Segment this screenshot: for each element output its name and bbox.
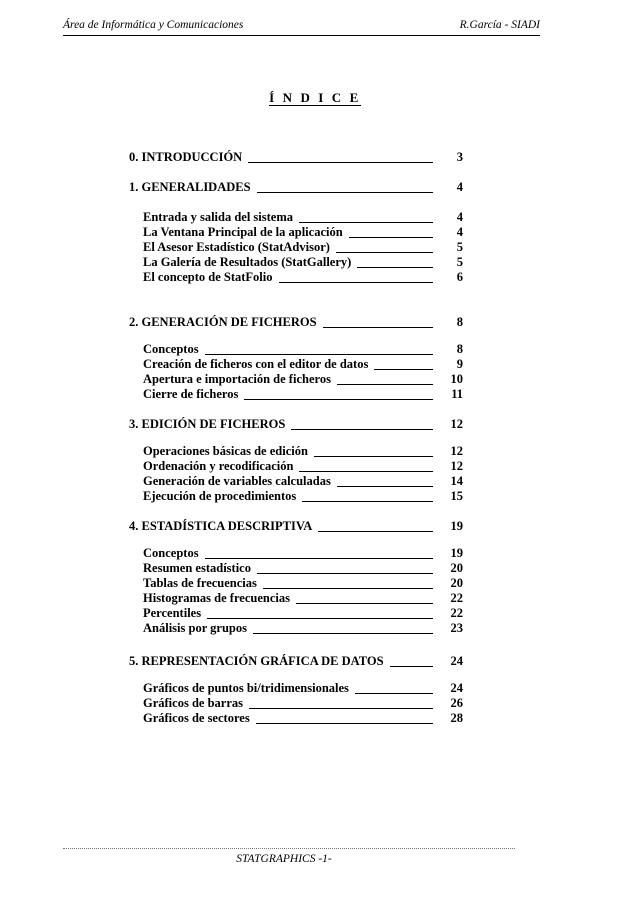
toc-entry-page: 19 (450, 546, 463, 560)
toc-section (129, 150, 242, 165)
toc-entry-label: El Asesor Estadístico (StatAdvisor) (143, 240, 330, 254)
leader-line (263, 588, 433, 589)
toc-section (129, 654, 384, 669)
page-header (63, 18, 540, 36)
toc-entry-label: La Galería de Resultados (StatGallery) (143, 255, 352, 269)
toc-entry-page: 5 (456, 255, 463, 269)
toc-entry-page: 26 (450, 696, 463, 710)
leader-line (257, 573, 433, 574)
toc-entry (143, 210, 293, 225)
toc-entry (143, 711, 250, 726)
index-title: Í N D I C E (269, 90, 361, 105)
page-title (0, 89, 638, 107)
toc-entry-page: 12 (450, 459, 463, 473)
leader-line (279, 282, 433, 283)
leader-line (253, 633, 433, 634)
leader-line (337, 486, 433, 487)
toc-entry (143, 696, 243, 711)
toc-section (129, 519, 312, 534)
footer-rule (63, 848, 515, 849)
leader-line (244, 399, 433, 400)
toc-entry-page: 28 (450, 711, 463, 725)
toc-entry-label: Histogramas de frecuencias (143, 591, 290, 605)
toc-entry-label: El concepto de StatFolio (143, 270, 273, 284)
leader-line (302, 501, 433, 502)
toc-section-label: 4. ESTADÍSTICA DESCRIPTIVA (129, 519, 313, 533)
toc-entry-page: 6 (456, 270, 463, 284)
toc-entry-page: 10 (450, 372, 463, 386)
toc-entry-label: Apertura e importación de ficheros (143, 372, 331, 386)
leader-line (299, 222, 433, 223)
toc-section-label: 2. GENERACIÓN DE FICHEROS (129, 315, 317, 329)
leader-line (318, 531, 433, 532)
leader-line (248, 162, 433, 163)
leader-line (357, 267, 433, 268)
toc-entry (143, 681, 349, 696)
toc-entry (143, 357, 368, 372)
leader-line (205, 354, 433, 355)
toc-entry-label: Conceptos (143, 546, 199, 560)
leader-line (256, 723, 433, 724)
leader-line (314, 456, 433, 457)
toc-section-label: 1. GENERALIDADES (129, 180, 251, 194)
leader-line (205, 558, 433, 559)
toc-section-page: 8 (456, 315, 463, 329)
toc-entry (143, 387, 238, 402)
toc-section-label: 0. INTRODUCCIÓN (129, 150, 243, 164)
toc-entry-label: Ejecución de procedimientos (143, 489, 297, 503)
toc-entry (143, 372, 331, 387)
leader-line (355, 693, 433, 694)
toc-entry-page: 24 (450, 681, 463, 695)
toc-entry (143, 342, 199, 357)
toc-entry-label: Gráficos de puntos bi/tridimensionales (143, 681, 349, 695)
toc-section (129, 180, 251, 195)
toc-section-page: 4 (456, 180, 463, 194)
toc-entry-page: 4 (456, 210, 463, 224)
leader-line (390, 666, 433, 667)
toc-entry (143, 621, 247, 636)
toc-entry (143, 576, 257, 591)
toc-entry-label: Análisis por grupos (143, 621, 247, 635)
toc-entry-label: Tablas de frecuencias (143, 576, 257, 590)
leader-line (323, 327, 433, 328)
toc-entry (143, 474, 331, 489)
toc-section-page: 19 (450, 519, 463, 533)
leader-line (207, 618, 433, 619)
toc-entry-label: Creación de ficheros con el editor de datos (143, 357, 369, 371)
header-left: Área de Informática y Comunicaciones (63, 19, 244, 31)
leader-line (336, 252, 433, 253)
toc-entry-label: La Ventana Principal de la aplicación (143, 225, 343, 239)
leader-line (337, 384, 433, 385)
toc-entry (143, 591, 290, 606)
toc-entry (143, 270, 273, 285)
toc-entry (143, 546, 199, 561)
toc-entry-page: 23 (450, 621, 463, 635)
toc-section-page: 12 (450, 417, 463, 431)
toc-entry-label: Gráficos de sectores (143, 711, 250, 725)
leader-line (374, 369, 433, 370)
toc-entry-page: 12 (450, 444, 463, 458)
toc-entry (143, 561, 251, 576)
toc-entry-label: Entrada y salida del sistema (143, 210, 294, 224)
leader-line (299, 471, 433, 472)
toc-entry (143, 225, 343, 240)
toc-entry-page: 8 (456, 342, 463, 356)
toc-section-page: 24 (450, 654, 463, 668)
toc-entry-label: Conceptos (143, 342, 199, 356)
toc-entry-label: Gráficos de barras (143, 696, 243, 710)
header-right: R.García - SIADI (459, 19, 540, 31)
toc-section (129, 315, 317, 330)
toc-entry-page: 11 (451, 387, 463, 401)
page-footer (0, 853, 638, 865)
toc-entry-label: Ordenación y recodificación (143, 459, 294, 473)
toc-entry (143, 240, 330, 255)
toc-entry-page: 14 (450, 474, 463, 488)
toc-entry-page: 22 (450, 606, 463, 620)
toc-entry-label: Cierre de ficheros (143, 387, 239, 401)
toc-entry-page: 15 (450, 489, 463, 503)
toc-entry-page: 5 (456, 240, 463, 254)
leader-line (296, 603, 433, 604)
toc-entry (143, 444, 308, 459)
leader-line (349, 237, 433, 238)
toc-entry-page: 20 (450, 576, 463, 590)
toc-entry-page: 22 (450, 591, 463, 605)
toc-entry-label: Resumen estadístico (143, 561, 251, 575)
leader-line (257, 192, 433, 193)
toc-entry (143, 255, 351, 270)
leader-line (249, 708, 433, 709)
toc-entry (143, 459, 293, 474)
toc-section (129, 417, 285, 432)
toc-entry-label: Percentiles (143, 606, 202, 620)
toc-entry (143, 606, 201, 621)
leader-line (291, 429, 433, 430)
toc-entry-page: 20 (450, 561, 463, 575)
toc-entry (143, 489, 296, 504)
toc-entry-page: 9 (456, 357, 463, 371)
toc-entry-page: 4 (456, 225, 463, 239)
toc-section-label: 5. REPRESENTACIÓN GRÁFICA DE DATOS (129, 654, 384, 668)
toc-section-page: 3 (456, 150, 463, 164)
toc-entry-label: Generación de variables calculadas (143, 474, 331, 488)
footer-text: STATGRAPHICS -1- (236, 853, 332, 865)
toc-entry-label: Operaciones básicas de edición (143, 444, 308, 458)
toc-section-label: 3. EDICIÓN DE FICHEROS (129, 417, 286, 431)
